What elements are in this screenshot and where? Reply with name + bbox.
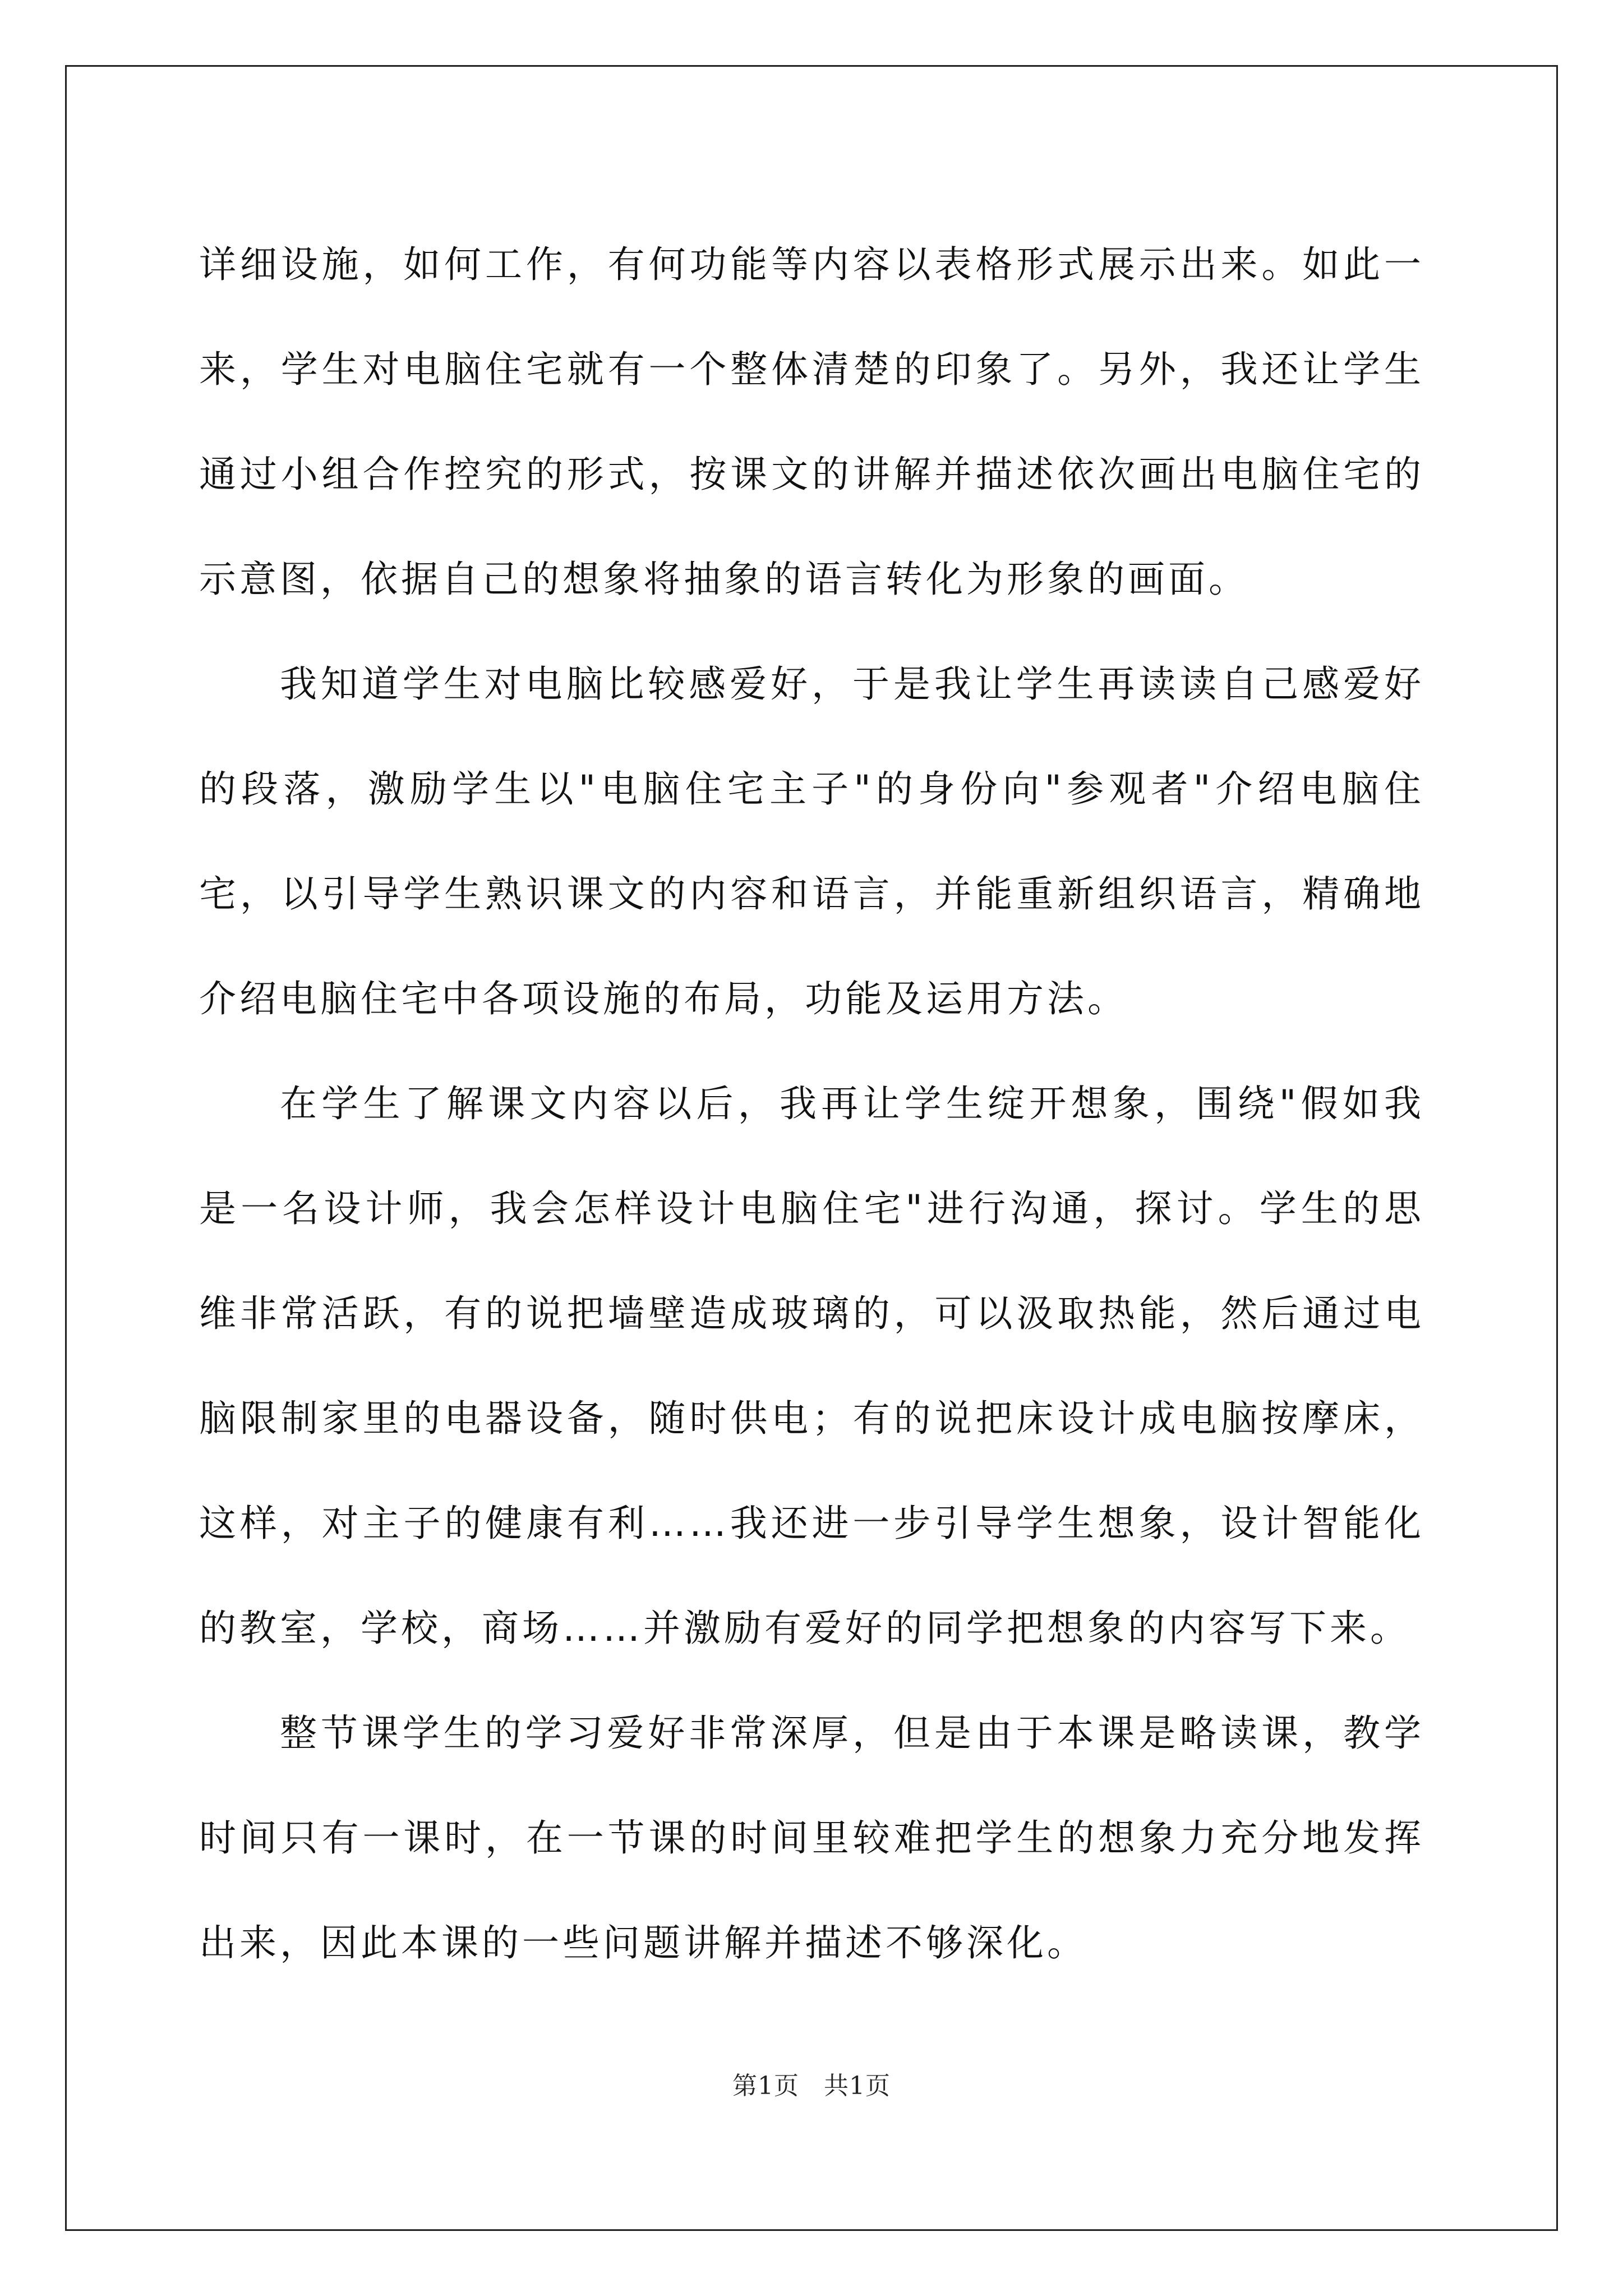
page-number-current: 第1页 (732, 2072, 799, 2100)
paragraph-2: 我知道学生对电脑比较感爱好，于是我让学生再读读自己感爱好的段落，激励学生以"电脑住宅主子"的身份向"参观者"介绍电脑住宅，以引导学生熟识课文的内容和语言，并能重新组织语言，精确地介绍电脑住宅中各项设施的布局，功能及运用方法。 (199, 662, 1424, 1020)
paragraph-3: 在学生了解课文内容以后，我再让学生绽开想象，围绕"假如我是一名设计师，我会怎样设计电脑住宅"进行沟通，探讨。学生的思维非常活跃，有的说把墙壁造成玻璃的，可以汲取热能，然后通过电脑限制家里的电器设备，随时供电；有的说把床设计成电脑按摩床，这样，对主子的健康有利……我还进一步引导学生想象，设计智能化的教室，学校，商场……并激励有爱好的同学把想象的内容写下来。 (199, 1082, 1424, 1650)
document-body (199, 212, 1424, 1995)
page-footer (0, 2065, 1623, 2101)
paragraph-1: 详细设施，如何工作，有何功能等内容以表格形式展示出来。如此一来，学生对电脑住宅就有一个整体清楚的印象了。另外，我还让学生通过小组合作控究的形式，按课文的讲解并描述依次画出电脑住宅的示意图，依据自己的想象将抽象的语言转化为形象的画面。 (199, 243, 1424, 601)
page-number-total: 共1页 (824, 2072, 891, 2100)
paragraph-4: 整节课学生的学习爱好非常深厚，但是由于本课是略读课，教学时间只有一课时，在一节课的时间里较难把学生的想象力充分地发挥出来，因此本课的一些问题讲解并描述不够深化。 (199, 1711, 1424, 1964)
